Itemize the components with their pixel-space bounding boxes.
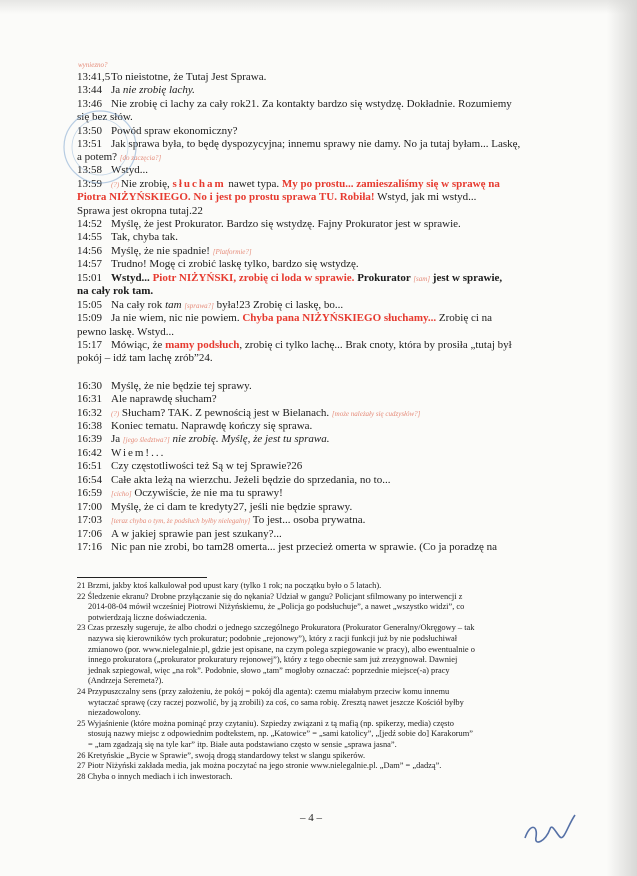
timestamp: 16:42 bbox=[77, 447, 103, 459]
transcript-line bbox=[77, 272, 502, 285]
transcript-line bbox=[77, 245, 252, 258]
transcript-line bbox=[77, 312, 492, 324]
transcript-line bbox=[77, 501, 352, 513]
timestamp: 13:44 bbox=[77, 84, 103, 96]
transcript-line bbox=[77, 231, 178, 243]
timestamp: 15:17 bbox=[77, 339, 103, 351]
footnote: 22 Śledzenie ekranu? Drobne przyłączanie się do nękania? Udział w gangu? Policjant sfilmowany po interwencji z bbox=[77, 591, 463, 601]
stamp-mark bbox=[60, 92, 140, 202]
timestamp: 15:01 bbox=[77, 272, 103, 284]
transcript-line bbox=[77, 299, 343, 312]
transcript-text: Na cały rok bbox=[111, 299, 166, 311]
transcript-text: Wstyd... bbox=[111, 272, 153, 284]
footnote-continuation: jednak szpiegował, więc „na rok”. Podobnie, słowo „tam” mogłoby oznaczać: poprzednie miejsce(-a) pracy bbox=[88, 665, 450, 675]
transcript-line bbox=[77, 138, 520, 150]
header-fragment-text: wyniezno? bbox=[78, 61, 108, 69]
transcript-text: nie zrobię lachy. bbox=[122, 84, 195, 96]
transcript-text: jest w sprawie, bbox=[430, 272, 503, 284]
transcript-line bbox=[77, 541, 497, 553]
transcript-line bbox=[77, 393, 217, 405]
transcript-text: Tak, chyba tak. bbox=[111, 231, 179, 243]
transcript-text: [Platformie?] bbox=[212, 248, 252, 256]
transcript-text: Myślę, że nie będzie tej sprawy. bbox=[111, 380, 252, 392]
transcript-text: pokój – idź tam lachę zrób”24. bbox=[77, 352, 213, 364]
transcript-text: się bez słów. bbox=[77, 111, 133, 123]
timestamp: 13:59 bbox=[77, 178, 103, 190]
transcript-text: Koniec tematu. Naprawdę kończy się sprawa. bbox=[111, 420, 313, 432]
transcript-text: Piotra NIŻYŃSKIEGO. No i jest po prostu sprawa TU. Robiła! bbox=[77, 191, 375, 203]
transcript-text: , zrobię ci tylko lachę... Brak cnoty, która by prosiła „tutaj był bbox=[239, 339, 512, 351]
transcript-line bbox=[77, 420, 312, 432]
transcript-line bbox=[77, 407, 420, 420]
footnote-continuation: wytaczać sprawę (czy raczej pozwolić, by ją zrobili) za coś, co sama robię. Zresztą nawet jeszcze Kościół byłby bbox=[88, 697, 464, 707]
transcript-text: Myślę, że nie spadnie! bbox=[111, 245, 213, 257]
footnote-continuation: stosują nazwy miejsc z odpowiednim podtekstem, np. „Katowice” = „sami katolicy”, „[jedź sobie do] Karakorum” bbox=[88, 729, 473, 739]
timestamp: 15:09 bbox=[77, 312, 103, 324]
transcript-line bbox=[77, 433, 330, 446]
timestamp: 13:46 bbox=[77, 98, 103, 110]
transcript-text: (?) bbox=[111, 181, 121, 189]
footnote-continuation: (Andrzeja Seremeta?). bbox=[88, 676, 164, 686]
timestamp: 16:59 bbox=[77, 487, 103, 499]
transcript-line bbox=[77, 460, 302, 472]
footnote: 26 Kretyńskie „Bycie w Sprawie”, swoją drogą standardowy tekst w slangu spikerów. bbox=[77, 750, 366, 760]
transcript-text: [jego śledztwa?] bbox=[122, 436, 170, 444]
transcript-line bbox=[77, 71, 266, 83]
transcript-text: słucham bbox=[172, 178, 226, 190]
timestamp: 16:54 bbox=[77, 474, 103, 486]
footnote: 23 Czas przeszły sugeruje, że albo chodzi o jednego szczególnego Prokuratora (Prokurator Generalny/Okręgowy – tak bbox=[77, 623, 475, 633]
transcript-line bbox=[77, 285, 153, 297]
transcript-text: To jest... osoba prywatna. bbox=[250, 514, 366, 526]
transcript-text: [cicho] bbox=[111, 490, 132, 498]
timestamp: 15:05 bbox=[77, 299, 103, 311]
transcript-text: Prokurator bbox=[354, 272, 414, 284]
transcript-line bbox=[77, 528, 282, 540]
transcript-line bbox=[77, 514, 365, 527]
timestamp: 13:51 bbox=[77, 138, 103, 150]
transcript-text: Wstyd, jak mi wstyd... bbox=[374, 191, 477, 203]
transcript-text: Czy częstotliwości też Są w tej Sprawie?26 bbox=[111, 460, 303, 472]
transcript-text: Całe akta leżą na wierzchu. Jeżeli będzie do sprzedania, no to... bbox=[111, 474, 391, 486]
footnote: 28 Chyba o innych mediach i ich inwestorach. bbox=[77, 771, 233, 781]
transcript-line bbox=[77, 352, 213, 364]
transcript-text: [sam] bbox=[413, 275, 431, 283]
footnote-continuation: niezadowolony. bbox=[88, 708, 141, 718]
timestamp: 16:39 bbox=[77, 433, 103, 445]
footnote: 27 Piotr Niżyński zakłada media, jak można poczytać na jego stronie www.nielegalnie.pl. „Dam” = „dadzą”. bbox=[77, 761, 442, 771]
transcript-text: Ale naprawdę słucham? bbox=[111, 393, 217, 405]
transcript-text: Chyba pana NIŻYŃSKIEGO słuchamy... bbox=[242, 312, 437, 324]
transcript-line bbox=[77, 178, 500, 191]
transcript-text: Piotr NIŻYŃSKI, zrobię ci loda w sprawie. bbox=[152, 272, 355, 284]
transcript-text: [do zaczęcia?] bbox=[119, 154, 162, 162]
transcript-line bbox=[77, 98, 512, 110]
transcript-text: pewno laskę. Wstyd... bbox=[77, 326, 174, 338]
timestamp: 14:52 bbox=[77, 218, 103, 230]
transcript-text: Jak sprawa była, to będę dyspozycyjna; innemu sprawy nie damy. No ja tutaj byłam... Laskę, bbox=[111, 138, 521, 150]
transcript-text: [teraz chyba o tym, że podsłuch byłby nielegalny] bbox=[111, 517, 251, 525]
transcript-text: (?) bbox=[111, 410, 120, 418]
transcript-text: Ja bbox=[111, 433, 123, 445]
transcript-text: Ja bbox=[111, 84, 123, 96]
timestamp: 13:58 bbox=[77, 164, 103, 176]
scan-right-edge bbox=[607, 0, 637, 876]
timestamp: 16:32 bbox=[77, 407, 103, 419]
footnote: 24 Przypuszczalny sens (przy założeniu, że pokój = pokój dla agenta): czemu miałabym przeciw komu innemu bbox=[77, 687, 450, 696]
transcript-text: Mówiąc, że bbox=[111, 339, 166, 351]
timestamp: 14:57 bbox=[77, 258, 103, 270]
transcript-text: Wiem!... bbox=[111, 447, 166, 459]
signature bbox=[520, 803, 580, 853]
scan-top-shadow bbox=[0, 0, 637, 14]
timestamp: 14:55 bbox=[77, 231, 103, 243]
transcript-text: Sprawa jest okropna tutaj.22 bbox=[77, 205, 203, 217]
transcript-text: Słucham? TAK. Z pewnością jest w Bielanach. bbox=[119, 407, 332, 419]
timestamp: 13:41,5 bbox=[77, 71, 111, 83]
transcript-text: Trudno! Mogę ci zrobić laskę tylko, bardzo się wstydzę. bbox=[111, 258, 359, 270]
footnote: 21 Brzmi, jakby ktoś kalkulował pod upust kary (tylko 1 rok; na początku było o 5 latach). bbox=[77, 581, 382, 590]
timestamp: 14:56 bbox=[77, 245, 103, 257]
transcript-text: Zrobię ci na bbox=[436, 312, 493, 324]
transcript-text: Ja nie wiem, nic nie powiem. bbox=[111, 312, 243, 324]
transcript-text: To nieistotne, że Tutaj Jest Sprawa. bbox=[111, 71, 267, 83]
footnote: 25 Wyjaśnienie (które można pominąć przy czytaniu). Szpiedzy związani z tą mafią (np. spikerzy, media) często bbox=[77, 718, 454, 728]
transcript-text: Myślę, że ci dam te kredyty27, jeśli nie będzie sprawy. bbox=[111, 501, 353, 513]
transcript-text: a potem? bbox=[77, 151, 120, 163]
timestamp: 16:30 bbox=[77, 380, 103, 392]
timestamp: 16:38 bbox=[77, 420, 103, 432]
footnote-continuation: potwierdzają liczne doświadczenia. bbox=[88, 612, 207, 622]
timestamp: 16:51 bbox=[77, 460, 103, 472]
transcript-text: [może należały się cudzysłów?] bbox=[331, 410, 421, 418]
transcript-text: [sprawa?] bbox=[184, 302, 214, 310]
transcript-text: Powód spraw ekonomiczny? bbox=[111, 125, 238, 137]
timestamp: 17:03 bbox=[77, 514, 103, 526]
transcript-line bbox=[77, 380, 252, 392]
page-number: – 4 – bbox=[300, 812, 322, 824]
footnote-continuation: nazywa się kierowników tych prokuratur; podobnie „rejonowy”), który z racji funkcji już by nie podsłuchiwał bbox=[88, 634, 458, 643]
transcript-text: Nic pan nie zrobi, bo tam28 omerta... jest przecież omerta w sprawie. (Co ja poradzę na bbox=[111, 541, 498, 553]
transcript-text: Nie zrobię, bbox=[120, 178, 173, 190]
footnote-continuation: 2014-08-04 mówił wcześniej Piotrowi Niżyńskiemu, że „Policja go podsłuchuje”, a nawet „wszystko widzi”, co bbox=[88, 602, 465, 612]
transcript-line bbox=[77, 339, 512, 351]
footnote-rule bbox=[77, 577, 207, 578]
footnote-continuation: innego prokuratora („prokurator prokuratury rejonowej”), który z tego obecnie sam już zrezygnował. Dawniej bbox=[88, 655, 458, 665]
transcript-line bbox=[77, 205, 203, 217]
transcript-text: A w jakiej sprawie pan jest szukany?... bbox=[111, 528, 282, 540]
transcript-line bbox=[77, 447, 165, 459]
transcript-text: na cały rok tam. bbox=[77, 285, 154, 297]
timestamp: 16:31 bbox=[77, 393, 103, 405]
transcript-text: Nie zrobię ci lachy za cały rok21. Za kontakty bardzo się wstydzę. Dokładnie. Rozumiemy bbox=[111, 98, 512, 110]
timestamp: 13:50 bbox=[77, 125, 103, 137]
transcript-text: tam bbox=[165, 299, 182, 311]
transcript-text: była!23 Zrobię ci laskę, bo... bbox=[213, 299, 344, 311]
transcript-line bbox=[77, 487, 283, 500]
transcript-text: mamy podsłuch bbox=[165, 339, 240, 351]
transcript-line bbox=[77, 326, 174, 338]
footnote-continuation: zmianowo (por. www.nielegalnie.pl, gdzie jest opisane, na czym polega szpiegowanie w pracy), albo ewentualnie o bbox=[88, 644, 475, 654]
timestamp: 17:00 bbox=[77, 501, 103, 513]
transcript-line bbox=[77, 258, 359, 270]
transcript-text: Myślę, że jest Prokurator. Bardzo się wstydzę. Fajny Prokurator jest w sprawie. bbox=[111, 218, 461, 230]
transcript-text: nie zrobię. Myślę, że jest tu sprawa. bbox=[169, 433, 330, 445]
transcript-text: My po prostu... zamieszaliśmy się w sprawę na bbox=[281, 178, 500, 190]
timestamp: 17:16 bbox=[77, 541, 103, 553]
transcript-line bbox=[77, 474, 390, 486]
transcript-text: Oczywiście, że nie ma tu sprawy! bbox=[131, 487, 283, 499]
transcript-text: nawet typa. bbox=[225, 178, 282, 190]
header-fragment bbox=[78, 58, 108, 71]
transcript-line bbox=[77, 218, 461, 230]
transcript-text: Wstyd... bbox=[111, 164, 148, 176]
footnote-continuation: = „tam zgadzają się na tyle kar” itp. Białe auta podstawiano często w sensie „sprawa jasna”. bbox=[88, 740, 397, 749]
timestamp: 17:06 bbox=[77, 528, 103, 540]
